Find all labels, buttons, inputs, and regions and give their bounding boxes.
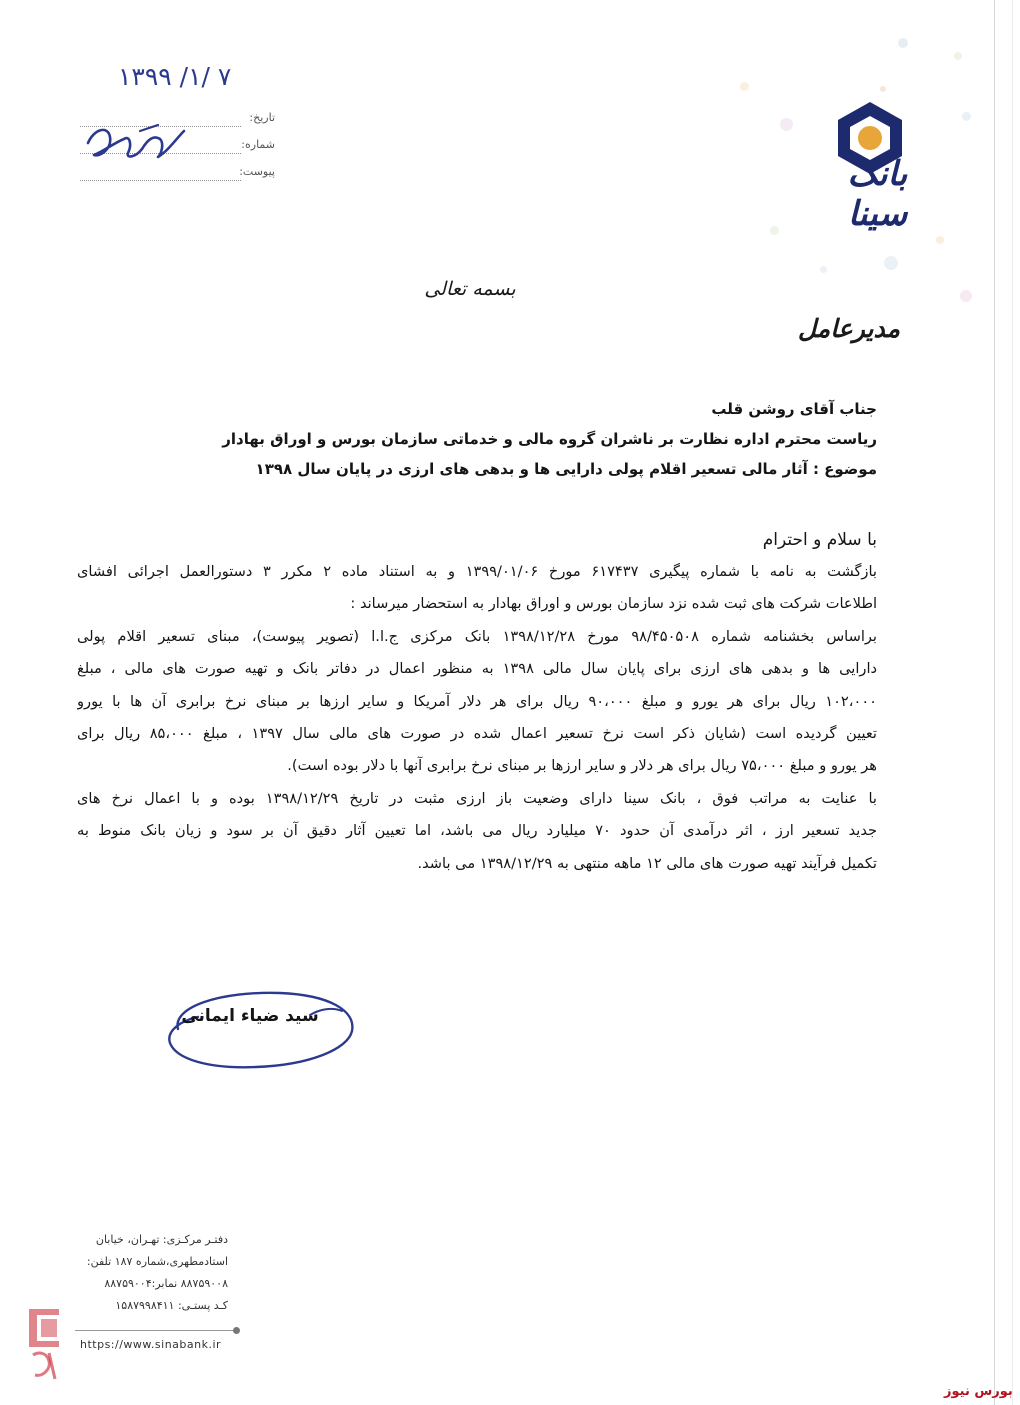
decor-dot — [884, 256, 898, 270]
decor-dot — [954, 52, 962, 60]
page-edge-line-outer — [1012, 0, 1013, 1405]
recipient-position: ریاست محترم اداره نظارت بر ناشران گروه مالی و خدماتی سازمان بورس و اوراق بهادار — [222, 430, 877, 448]
attachment-label: پیوست: — [239, 165, 275, 178]
dotted-line — [80, 180, 241, 181]
website-link[interactable]: https://www.sinabank.ir — [80, 1338, 222, 1351]
address-line: استادمطهری،شماره ۱۸۷ تلفن: — [86, 1255, 228, 1268]
footer-dot — [233, 1327, 240, 1334]
bank-name-logotype: بانک سینا — [847, 154, 908, 234]
handwritten-date: ۱۳۹۹ /۱/ ۷ — [118, 62, 232, 91]
decor-dot — [820, 266, 827, 273]
body-line: تعیین گردیده است (شایان ذکر است نرخ تسعیر اعمال شده در صورت های مالی سال ۱۳۹۷ ، مبلغ ۸۵،۰۰۰ ریال برای — [77, 725, 877, 743]
ceo-title: مدیرعامل — [797, 314, 900, 343]
body-line: با عنایت به مراتب فوق ، بانک سینا دارای وضعیت باز ارزی مثبت در تاریخ ۱۳۹۸/۱۲/۲۹ بوده و با اعمال نرخ های — [77, 789, 877, 807]
recipient-name: جناب آقای روشن قلب — [711, 400, 877, 418]
body-line: بازگشت به نامه با شماره پیگیری ۶۱۷۴۳۷ مورخ ۱۳۹۹/۰۱/۰۶ و به استناد ماده ۲ مکرر ۳ دستورالعمل اجرائی افشای — [77, 563, 877, 580]
news-source-label: بورس نیوز — [944, 1384, 1013, 1399]
decor-dot — [770, 226, 779, 235]
body-line: جدید تسعیر ارز ، اثر درآمدی آن حدود ۷۰ میلیارد ریال می باشد، اما تعیین آثار دقیق آن بر سود و زیان بانک منوط به — [77, 822, 877, 840]
signature-scribble — [160, 985, 360, 1075]
body-line: تکمیل فرآیند تهیه صورت های مالی ۱۲ ماهه منتهی به ۱۳۹۸/۱۲/۲۹ می باشد. — [417, 854, 877, 872]
decor-dot — [880, 86, 886, 92]
greeting: با سلام و احترام — [762, 530, 877, 550]
recipient-block — [222, 394, 877, 484]
address-line: ۸۸۷۵۹۰۰۸ نمابر:۸۸۷۵۹۰۰۴ — [104, 1277, 228, 1290]
address-line: کـد پستـی: ۱۵۸۷۹۹۸۴۱۱ — [115, 1299, 228, 1312]
signatory-name: سید ضیاء ایمانی — [181, 1006, 319, 1026]
footer-divider — [75, 1330, 237, 1331]
number-label: شماره: — [241, 138, 275, 151]
date-label: تاریخ: — [249, 111, 275, 124]
body-line: دارایی ها و بدهی های ارزی برای پایان سال مالی ۱۳۹۸ به منظور اعمال در دفاتر بانک و تهیه صورت های مالی ، مبلغ — [77, 660, 877, 678]
address-line: دفتـر مرکـزی: تهـران، خیابان — [95, 1233, 228, 1246]
decor-dot — [960, 290, 972, 302]
body-line: ۱۰۲،۰۰۰ ریال برای هر یورو و مبلغ ۹۰،۰۰۰ ریال برای هر دلار آمریکا و سایر ارزها بر مبنای نرخ برابری آن ها با یورو — [77, 692, 877, 710]
decor-dot — [780, 118, 793, 131]
decor-dot — [962, 112, 971, 121]
letter-body — [77, 524, 877, 880]
news-watermark-logo-icon — [25, 1305, 67, 1383]
decor-dot — [936, 236, 944, 244]
letter-subject: موضوع : آثار مالی تسعیر اقلام پولی دارایی ها و بدهی های ارزی در پایان سال ۱۳۹۸ — [255, 460, 877, 478]
handwritten-number-scribble — [80, 113, 190, 175]
body-line: براساس بخشنامه شماره ۹۸/۴۵۰۵۰۸ مورخ ۱۳۹۸/۱۲/۲۸ بانک مرکزی ج.ا.ا (تصویر پیوست)، مبنای تسعیر اقلام پولی — [77, 627, 877, 645]
decor-dot — [740, 82, 749, 91]
bismillah-heading: بسمه تعالی — [424, 278, 516, 300]
body-line: اطلاعات شرکت های ثبت شده نزد سازمان بورس و اوراق بهادار به استحضار میرساند : — [350, 595, 877, 613]
body-line: هر یورو و مبلغ ۷۵،۰۰۰ ریال برای هر دلار و سایر ارزها بر مبنای نرخ برابری آنها با دلار بوده است). — [287, 757, 877, 775]
page-edge-line — [994, 0, 995, 1405]
decor-dot — [898, 38, 908, 48]
